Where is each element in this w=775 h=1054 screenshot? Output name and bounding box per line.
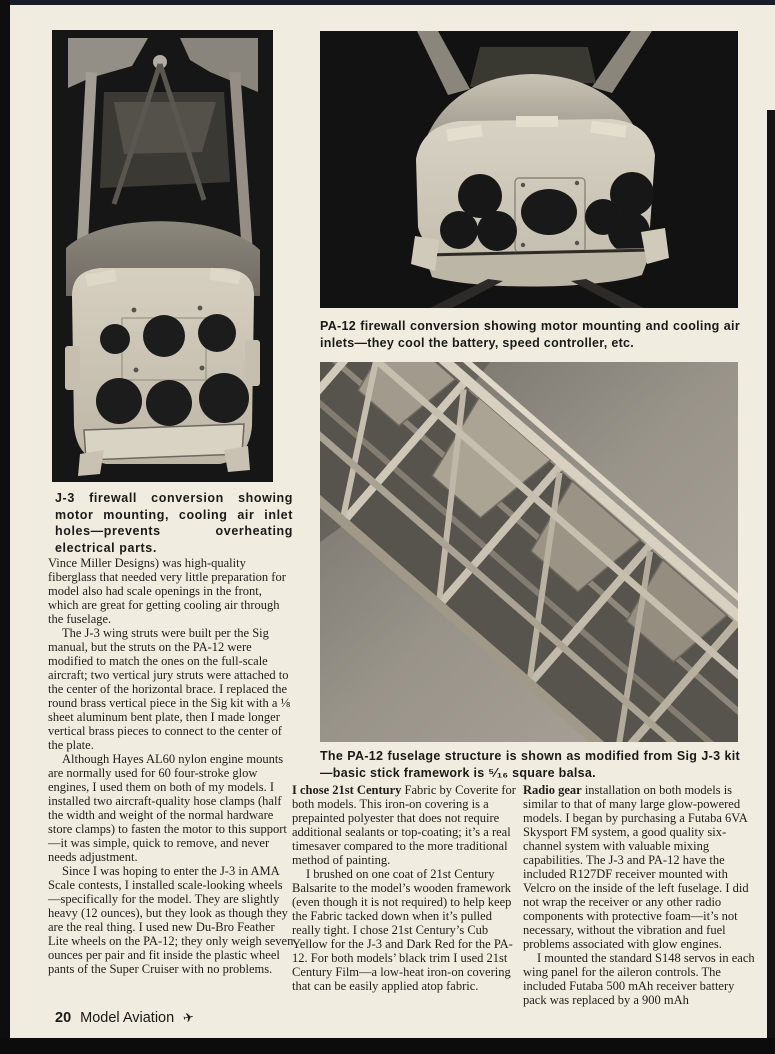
paragraph-lead-in: Radio gear — [523, 783, 582, 797]
caption-j3-firewall: J-3 firewall conversion showing motor mounting, cooling air inlet holes—prevents overheating electrical parts. — [55, 491, 293, 555]
paragraph — [48, 626, 294, 752]
paragraph-text: Fabric by Coverite for both models. This iron-on covering is a prepainted polyester that does not require additional sealants or top-coating; it’s a real timesaver compared to the more traditional method of painting. — [292, 783, 516, 867]
paragraph-text: installation on both models is similar to that of many large glow-powered models. I began by purchasing a Futaba 6VA Skysport FM system, a good quality six-channel system with valuable mixing capabilities. The J-3 and PA-12 have the included R127DF receiver mounted with Velcro on the inside of the left fuselage. I did not wrap the receiver or any other radio components with protective foam—it’s not necessary, without the vibration and fuel problems associated with glow engines. — [523, 783, 749, 951]
paragraph-text: The J-3 wing struts were built per the Sig manual, but the struts on the PA-12 were modified to match the ones on the full-scale aircraft; two vertical jury struts were attached to the center of the horizontal brace. I replaced the round brass vertical piece in the Sig kit with a ⅛ sheet aluminum bent plate, then I made longer vertical brass pieces to connect to the center of the plate. — [48, 626, 290, 752]
paragraph — [523, 951, 759, 1007]
scan-edge-top — [0, 0, 775, 5]
scan-edge-left — [0, 0, 10, 1054]
photo-j3-firewall — [52, 30, 273, 482]
paragraph-text: I mounted the standard S148 servos in each wing panel for the aileron controls. The included Futaba 500 mAh receiver battery pack was replaced by a 900 mAh — [523, 951, 755, 1007]
body-column-right — [523, 783, 759, 1007]
photo-pa12-firewall — [320, 31, 738, 308]
paragraph — [48, 556, 294, 626]
paragraph — [292, 867, 520, 993]
caption-pa12-fuselage: The PA-12 fuselage structure is shown as modified from Sig J-3 kit—basic stick framework is ⁵⁄₁₆ square balsa. — [320, 749, 740, 780]
body-column-left — [48, 556, 294, 976]
scan-edge-bottom — [0, 1038, 775, 1054]
paragraph-text: Although Hayes AL60 nylon engine mounts are normally used for 60 four-stroke glow engines, I used them on both of my models. I installed two aircraft-quality hose clamps (half the width and weight of the normal hardware store clamps) to fasten the motor to this support—it was simple, quick to remove, and never needs adjustment. — [48, 752, 287, 864]
airplane-icon: ✈ — [181, 1009, 196, 1026]
scan-edge-right — [767, 110, 775, 1054]
body-column-middle — [292, 783, 520, 993]
paragraph-text: Vince Miller Designs) was high-quality fiberglass that needed very little preparation for model also had scale openings in the front, which are great for getting cooling air through the fuselage. — [48, 556, 286, 626]
paragraph-text: Since I was hoping to enter the J-3 in AMA Scale contests, I installed scale-looking wheels—specifically for the model. They are slightly heavy (12 ounces), but they look as though they are the real thing. I used new Du-Bro Feather Lite wheels on the PA-12; they only weigh seven ounces per pair and fit inside the plastic wheel pants of the Super Cruiser with no problems. — [48, 864, 294, 976]
photo-pa12-fuselage — [320, 362, 738, 742]
footer-page-number: 20 — [55, 1010, 72, 1026]
caption-pa12-firewall: PA-12 firewall conversion showing motor mounting and cooling air inlets—they cool the battery, speed controller, etc. — [320, 319, 740, 350]
page-footer — [55, 1010, 194, 1026]
paragraph — [48, 864, 294, 976]
paragraph-text: I brushed on one coat of 21st Century Balsarite to the model’s wooden framework (even though it is not required) to help keep the Fabric tacked down when it’s pulled really tight. I chose 21st Century’s Cub Yellow for the J-3 and Dark Red for the PA-12. For both models’ black trim I used 21st Century Film—a low-heat iron-on covering that can be easily applied atop fabric. — [292, 867, 513, 993]
paragraph — [523, 783, 759, 951]
paragraph — [48, 752, 294, 864]
footer-magazine-title: Model Aviation — [80, 1010, 175, 1026]
paragraph-lead-in: I chose 21st Century — [292, 783, 402, 797]
paragraph — [292, 783, 520, 867]
